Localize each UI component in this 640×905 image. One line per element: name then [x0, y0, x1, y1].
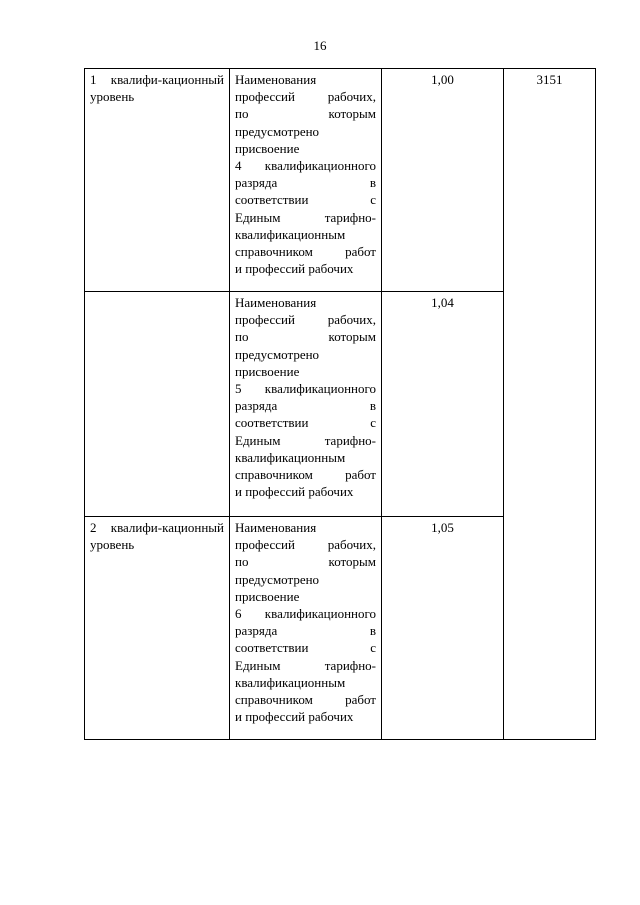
profession-text-line: Единым тарифно-: [235, 209, 376, 225]
profession-text-line: Единым тарифно-: [235, 432, 376, 448]
profession-text-line: справочником работ: [235, 692, 376, 708]
coefficient-cell: 1,00: [382, 69, 504, 292]
profession-text-line: и профессий рабочих: [235, 261, 354, 277]
profession-text-line: присвоение: [235, 363, 300, 379]
profession-text-line: предусмотрено: [235, 346, 320, 362]
profession-text-line: квалификационным: [235, 449, 346, 465]
profession-text-line: Наименования: [235, 295, 317, 310]
profession-text-line: предусмотрено: [235, 123, 320, 139]
profession-text-line: 6 квалификационного: [235, 606, 376, 622]
profession-text-line: 4 квалификационного: [235, 158, 376, 174]
qualification-level-cell: 1 квалифи-кационный уровень: [85, 69, 230, 292]
profession-text-line: по которым: [235, 554, 376, 570]
page-number: 16: [313, 38, 327, 53]
coefficient-cell: 1,04: [382, 292, 504, 517]
profession-text-line: соответствии с: [235, 640, 376, 656]
qualification-level-cell-empty: [85, 292, 230, 517]
profession-text-line: Наименования: [235, 72, 317, 87]
profession-text-line: соответствии с: [235, 415, 376, 431]
profession-text-line: справочником работ: [235, 244, 376, 260]
profession-text-line: справочником работ: [235, 467, 376, 483]
profession-text-line: квалификационным: [235, 226, 346, 242]
profession-cell: [230, 517, 382, 740]
profession-text-line: Наименования: [235, 520, 317, 535]
profession-text-line: разряда в: [235, 175, 376, 191]
profession-text-line: разряда в: [235, 398, 376, 414]
profession-text-line: профессий рабочих,: [235, 312, 376, 328]
profession-text-line: присвоение: [235, 140, 300, 156]
profession-text-line: по которым: [235, 329, 376, 345]
table-row: [85, 69, 596, 292]
qualification-level-cell: 2 квалифи-кационный уровень: [85, 517, 230, 740]
salary-cell: 3151: [504, 69, 596, 740]
coefficient-cell: 1,05: [382, 517, 504, 740]
profession-cell: [230, 292, 382, 517]
profession-text-line: профессий рабочих,: [235, 89, 376, 105]
profession-text-line: и профессий рабочих: [235, 484, 354, 500]
profession-cell: [230, 69, 382, 292]
profession-text-line: соответствии с: [235, 192, 376, 208]
profession-text-line: и профессий рабочих: [235, 709, 354, 725]
profession-text-line: разряда в: [235, 623, 376, 639]
profession-text-line: профессий рабочих,: [235, 537, 376, 553]
profession-text-line: 5 квалификационного: [235, 381, 376, 397]
profession-text-line: предусмотрено: [235, 571, 320, 587]
profession-text-line: Единым тарифно-: [235, 657, 376, 673]
profession-text-line: квалификационным: [235, 674, 346, 690]
profession-text-line: присвоение: [235, 588, 300, 604]
profession-text-line: по которым: [235, 106, 376, 122]
qualification-table: [84, 68, 596, 740]
